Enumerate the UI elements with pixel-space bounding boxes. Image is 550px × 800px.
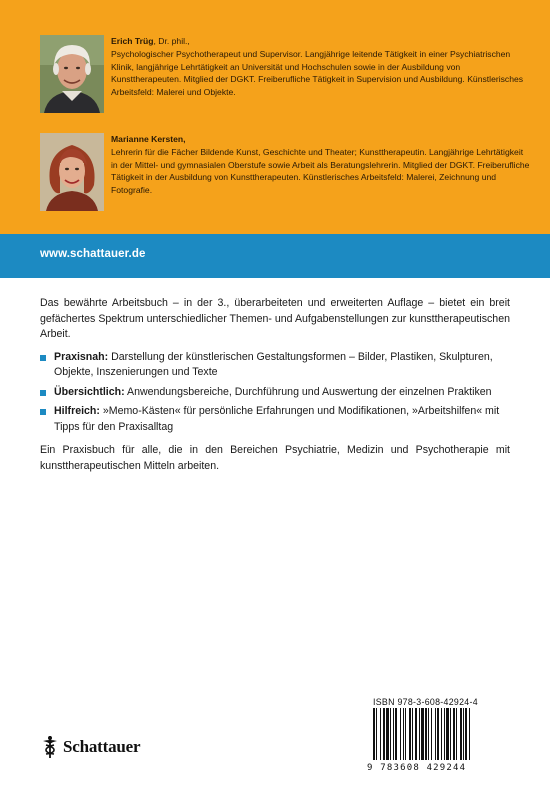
author-title: , Dr. phil., xyxy=(153,36,190,46)
feature-label: Praxisnah: xyxy=(54,350,109,363)
barcode-bar xyxy=(409,708,411,760)
barcode-bar xyxy=(425,708,427,760)
author-photo-man xyxy=(40,35,104,113)
feature-text: Darstellung der künstlerischen Gestaltungsformen – Bilder, Plastiken, Skulpturen, Objekte, Inszenierungen und Texte xyxy=(54,350,493,378)
intro-paragraph: Das bewährte Arbeitsbuch – in der 3., überarbeiteten und erweiterten Auflage – bietet ein breit gefächertes Spektrum unterschiedlicher Themen- und Aufgabenstellungen zur kunsttherapeutischen Arbeit. xyxy=(40,297,510,340)
barcode-bar xyxy=(441,708,442,760)
barcode-bar xyxy=(453,708,455,760)
barcode-bar xyxy=(435,708,436,760)
barcode-bar xyxy=(373,708,375,760)
website-band xyxy=(0,234,550,278)
barcode-icon xyxy=(373,708,501,760)
caduceus-icon xyxy=(40,735,60,759)
barcode-bar xyxy=(400,708,401,760)
barcode-bar xyxy=(395,708,397,760)
barcode-bar xyxy=(469,708,470,760)
closing-paragraph: Ein Praxisbuch für alle, die in den Bereichen Psychiatrie, Medizin und Psychotherapie mit kunsttherapeutischen Mitteln arbeiten. xyxy=(40,444,510,472)
barcode-bar xyxy=(456,708,457,760)
barcode-bar xyxy=(419,708,420,760)
barcode-bar xyxy=(465,708,467,760)
list-item xyxy=(40,350,510,381)
barcode-bar xyxy=(386,708,389,760)
barcode-bar xyxy=(405,708,406,760)
barcode-bar xyxy=(383,708,385,760)
feature-label: Übersichtlich: xyxy=(54,385,125,398)
barcode-bar xyxy=(437,708,439,760)
barcode-bar xyxy=(460,708,462,760)
author-bio-text: Lehrerin für die Fächer Bildende Kunst, Geschichte und Theater; Kunsttherapeutin. Langjährige Lehrtätigkeit in der Mittel- und gymnasialen Oberstufe sowie Arbeit als Beratungslehrerin. Mitglied der DGKT. Freiberufliche Tätigkeit in der Ausbildung von Kunsttherapeuten. Künstlerisches Arbeitsfeld: Malerei, Zeichnung und Fotografie. xyxy=(111,146,530,196)
website-link[interactable]: www.schattauer.de xyxy=(40,248,146,260)
barcode-number: 9 783608 429244 xyxy=(367,763,467,773)
barcode-bar xyxy=(415,708,417,760)
author-panel xyxy=(0,0,550,234)
barcode-bar xyxy=(390,708,391,760)
bullet-square-icon xyxy=(40,390,46,396)
list-item xyxy=(40,385,510,401)
barcode-bar xyxy=(428,708,429,760)
barcode-bar xyxy=(376,708,377,760)
barcode-bar xyxy=(403,708,404,760)
barcode-bar xyxy=(450,708,451,760)
feature-text: »Memo-Kästen« für persönliche Erfahrungen und Modifikationen, »Arbeitshilfen« mit Tipps für den Praxisalltag xyxy=(54,405,500,433)
barcode-bar xyxy=(393,708,394,760)
author-bio xyxy=(111,133,531,197)
feature-list xyxy=(40,350,510,436)
barcode-bar xyxy=(421,708,424,760)
barcode-bar xyxy=(380,708,381,760)
barcode-bar xyxy=(446,708,449,760)
author-bio xyxy=(111,35,531,99)
bullet-square-icon xyxy=(40,409,46,415)
author-name: Marianne Kersten, xyxy=(111,134,186,144)
author-bio-text: Psychologischer Psychotherapeut und Supervisor. Langjährige leitende Tätigkeit in einer Psychiatrischen Klinik, langjährige Lehrtätigkeit an Universität und Hochschulen sowie in der Ausbildung von Kunsttherapeuten. Mitglied der DGKT. Freiberufliche Tätigkeit in Supervision und Ausbildung. Künstlerisches Arbeitsfeld: Malerei und Objekte. xyxy=(111,48,524,98)
publisher-logo xyxy=(40,735,140,759)
feature-label: Hilfreich: xyxy=(54,405,100,417)
bullet-square-icon xyxy=(40,355,46,361)
author-photo-woman xyxy=(40,133,104,211)
blurb xyxy=(40,296,510,474)
publisher-name: Schattauer xyxy=(63,737,141,756)
barcode-bar xyxy=(444,708,445,760)
barcode-bar xyxy=(463,708,464,760)
barcode-bar xyxy=(431,708,432,760)
feature-text: Anwendungsbereiche, Durchführung und Auswertung der einzelnen Praktiken xyxy=(124,385,492,398)
barcode-bar xyxy=(412,708,413,760)
author-name: Erich Trüg xyxy=(111,36,154,46)
list-item xyxy=(40,404,510,435)
isbn-label: ISBN 978-3-608-42924-4 xyxy=(373,697,478,707)
